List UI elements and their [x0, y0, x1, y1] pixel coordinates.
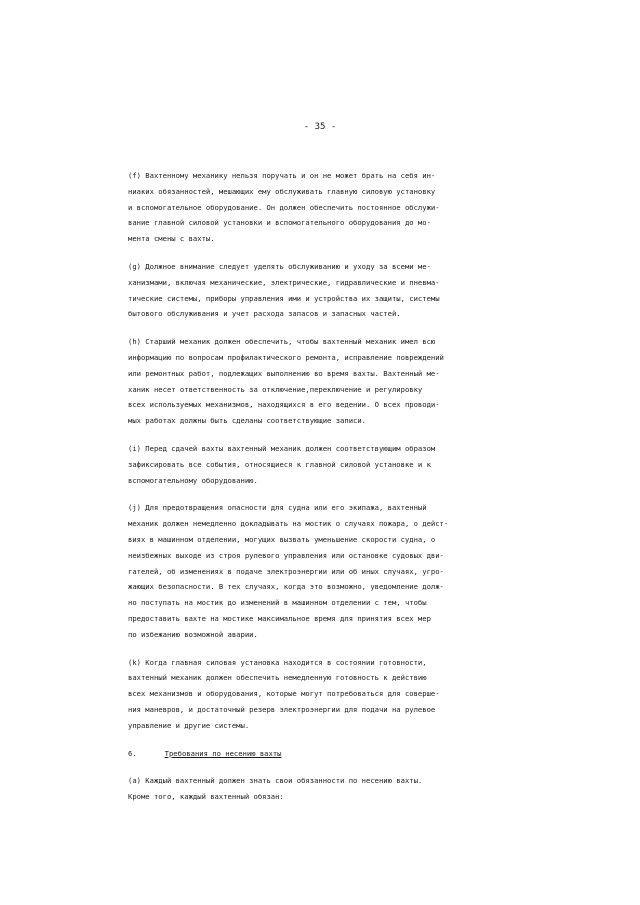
- text-line: и вспомогательное оборудование. Он должен обеспечить постоянное обслужи-: [128, 202, 440, 212]
- text-line: жающих безопасности. В тех случаях, когда это возможно, уведомление долж-: [128, 582, 444, 592]
- paragraph-a: [128, 773, 488, 805]
- text-line: управление и другие системы.: [128, 720, 250, 730]
- text-line: ханизмами, включая механические, электрические, гидравлические и пневма-: [128, 277, 440, 287]
- paragraph-list: [128, 168, 488, 734]
- paragraph-g: [128, 259, 488, 322]
- text-line: или ремонтных работ, подлежащих выполнению во время вахты. Вахтенный ме-: [128, 368, 440, 378]
- section-heading: [128, 746, 488, 762]
- text-line: бытового обслуживания и учет расхода запасов и запасных частей.: [128, 309, 401, 319]
- text-line: вспомогательному оборудованию.: [128, 475, 258, 485]
- text-line: (k) Когда главная силовая установка находится в состоянии готовности,: [128, 657, 427, 667]
- text-line: (i) Перед сдачей вахты вахтенный механик должен соответствующим образом: [128, 443, 436, 453]
- paragraph-j: [128, 500, 488, 642]
- text-line: (a) Каждый вахтенный должен знать свои обязанности по несению вахты.: [128, 776, 423, 786]
- page-number: - 35 -: [303, 122, 337, 132]
- text-line: Кроме того, каждый вахтенный обязан:: [128, 792, 284, 802]
- paragraph-f: [128, 168, 488, 247]
- text-line: виях в машинном отделении, могущих вызвать уменьшение скорости судна, о: [128, 534, 436, 544]
- text-line: всех используемых механизмов, находящихся в его ведении. О всех проводи-: [128, 400, 440, 410]
- document-body: [128, 168, 488, 817]
- text-line: (f) Вахтенному механику нельзя поручать и он не может брать на себя ин-: [128, 171, 436, 180]
- text-line: информацию по вопросам профилактического ремонта, исправление повреждений: [128, 352, 444, 362]
- text-line: механик должен немедленно докладывать на мостик о случаях пожара, о дейст-: [128, 519, 449, 529]
- text-line: мых работах должны быть сделаны соответствующие записи.: [128, 416, 366, 426]
- text-line: всех механизмов и оборудования, которые могут потребоваться для соверше-: [128, 689, 440, 699]
- text-line: но поступать на мостик до изменений в машинном отделении с тем, чтобы: [128, 598, 427, 608]
- text-line: (h) Старший механик должен обеспечить, чтобы вахтенный механик имел всю: [128, 337, 436, 347]
- text-line: по избежанию возможной аварии.: [128, 629, 258, 639]
- paragraph-k: [128, 655, 488, 734]
- section-number: 6.: [128, 748, 137, 758]
- text-line: ния маневров, и достаточный резерв электроэнергии для подачи на рулевое: [128, 704, 436, 714]
- text-line: гателей, об изменениях в подаче электроэнергии или об иных случаях, угро-: [128, 566, 444, 576]
- text-line: предоставить вахте на мостике максимальное время для принятия всех мер: [128, 613, 431, 623]
- text-line: (g) Должное внимание следует уделять обслуживанию и уходу за всеми ме-: [128, 261, 431, 271]
- text-line: вахтенный механик должен обеспечить немедленную готовность к действию: [128, 673, 427, 683]
- paragraph-h: [128, 334, 488, 429]
- paragraph-i: [128, 441, 488, 488]
- text-line: зафиксировать все события, относящиеся к главной силовой установке и к: [128, 459, 431, 469]
- text-line: вание главной силовой установки и вспомогательного оборудования до мо-: [128, 218, 431, 228]
- text-line: ханик несет ответственность за отключение,переключение и регулировку: [128, 384, 423, 394]
- section-title: Требования по несению вахты: [164, 748, 282, 758]
- text-line: мента смены с вахты.: [128, 234, 215, 244]
- text-line: (j) Для предотвращения опасности для судна или его экипажа, вахтенный: [128, 503, 427, 513]
- text-line: ниаких обязанностей, мешающих ему обслуживать главную силовую установку: [128, 186, 436, 196]
- text-line: тические системы, приборы управления ими и устройства их защиты, системы: [128, 293, 440, 303]
- text-line: неизбежных выходе из строя рулевого управления или остановке судовых дви-: [128, 550, 444, 560]
